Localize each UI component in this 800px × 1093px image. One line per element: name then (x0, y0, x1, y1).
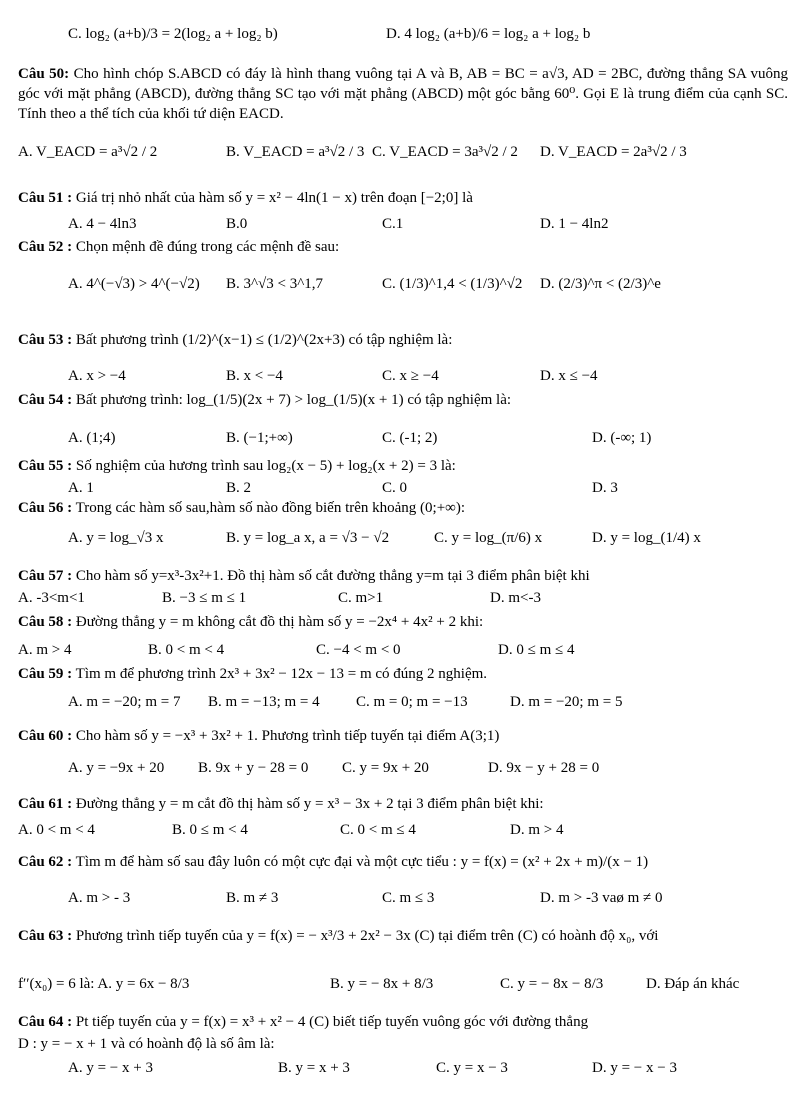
options-row (0, 756, 800, 782)
option-a: A. 0 < m < 4 (18, 822, 95, 838)
option-b: B. 9x + y − 28 = 0 (198, 760, 309, 776)
option-d: D. 4 log₂ (a+b)/6 = log₂ a + log₂ b (386, 26, 591, 42)
option-c: C. m = 0; m = −13 (356, 694, 468, 710)
options-row (0, 22, 800, 48)
option-c: C. y = 9x + 20 (342, 760, 429, 776)
option-d: D. 0 ≤ m ≤ 4 (498, 642, 575, 658)
option-b: B. 3^√3 < 3^1,7 (226, 276, 324, 292)
option-a: A. 1 (68, 480, 94, 496)
options-row (0, 526, 800, 552)
question-label: Câu 62 : (18, 854, 73, 870)
option-d: D. m > 4 (510, 822, 564, 838)
question-label: Câu 51 : (18, 190, 73, 206)
option-a: A. x > −4 (68, 368, 126, 384)
option-d: D. 3 (592, 480, 618, 496)
options-row (0, 426, 800, 452)
option-c: C. m>1 (338, 590, 384, 606)
question-64-line2 (18, 1034, 788, 1054)
question-label: Câu 50: (18, 66, 70, 82)
option-b: B. V_EACD = a³√2 / 3 (226, 144, 365, 160)
option-c: C. (-1; 2) (382, 430, 438, 446)
question-text: Giá trị nhỏ nhất của hàm số y = x² − 4ln(1 − x) trên đoạn [−2;0] là (75, 190, 473, 206)
option-d: D. V_EACD = 2a³√2 / 3 (540, 144, 687, 160)
option-b: B. y = − 8x + 8/3 (330, 976, 434, 992)
question-label: Câu 64 : (18, 1014, 73, 1030)
question-50 (18, 64, 788, 124)
question-text: Tìm m để hàm số sau đây luôn có một cực đại và một cực tiểu : y = f(x) = (x² + 2x + m)/(x − 1) (75, 854, 649, 870)
options-row (0, 364, 800, 390)
option-a: A. 4^(−√3) > 4^(−√2) (68, 276, 200, 292)
question-label: Câu 54 : (18, 392, 73, 408)
option-d: D. Đáp án khác (646, 976, 740, 992)
question-label: Câu 53 : (18, 332, 73, 348)
option-c: C. 0 < m ≤ 4 (340, 822, 416, 838)
options-row (0, 212, 800, 238)
option-d: D. x ≤ −4 (540, 368, 598, 384)
options-row (0, 690, 800, 716)
option-c: C. (1/3)^1,4 < (1/3)^√2 (382, 276, 523, 292)
question-56 (18, 498, 788, 518)
question-54 (18, 390, 788, 410)
option-c: C. y = − 8x − 8/3 (500, 976, 604, 992)
question-text: Cho hình chóp S.ABCD có đáy là hình thang vuông tại A và B, AB = BC = a√3, AD = 2BC, đường thẳng SA vuông góc với mặt phẳng (ABCD), đường thẳng SC tạo với mặt phẳng (ABCD) một góc bằng 60⁰. Gọi E là trung điểm của cạnh SC. Tính theo a thể tích của khối tứ diện EACD. (18, 66, 789, 122)
question-59 (18, 664, 788, 684)
option-c: C. V_EACD = 3a³√2 / 2 (372, 144, 518, 160)
question-text: Bất phương trình (1/2)^(x−1) ≤ (1/2)^(2x+3) có tập nghiệm là: (75, 332, 453, 348)
question-label: Câu 59 : (18, 666, 73, 682)
question-text: Cho hàm số y=x³-3x²+1. Đồ thị hàm số cắt đường thẳng y=m tại 3 điểm phân biệt khi (75, 568, 590, 584)
option-a: A. 4 − 4ln3 (68, 216, 137, 232)
question-label: Câu 60 : (18, 728, 73, 744)
option-a: A. y = − x + 3 (68, 1060, 153, 1076)
option-b: B. (−1;+∞) (226, 430, 293, 446)
option-b: B. y = x + 3 (278, 1060, 350, 1076)
question-61 (18, 794, 788, 814)
option-b: B. y = log_a x, a = √3 − √2 (226, 530, 390, 546)
option-c: C. log₂ (a+b)/3 = 2(log₂ a + log₂ b) (68, 26, 278, 42)
option-a: A. V_EACD = a³√2 / 2 (18, 144, 158, 160)
option-b: B. m = −13; m = 4 (208, 694, 320, 710)
option-a: A. -3<m<1 (18, 590, 85, 606)
question-text: D : y = − x + 1 và có hoành độ là số âm là: (18, 1036, 275, 1052)
options-row (0, 272, 800, 298)
question-text: Chọn mệnh đề đúng trong các mệnh đề sau: (75, 239, 340, 255)
options-row (0, 586, 800, 612)
option-c: C. y = log_(π/6) x (434, 530, 543, 546)
option-d: D. 1 − 4ln2 (540, 216, 609, 232)
option-c: C.1 (382, 216, 404, 232)
options-row (0, 886, 800, 912)
option-d: D. (2/3)^π < (2/3)^e (540, 276, 661, 292)
question-text: Cho hàm số y = −x³ + 3x² + 1. Phương trình tiếp tuyến tại điểm A(3;1) (75, 728, 500, 744)
question-53 (18, 330, 788, 350)
question-55 (18, 456, 788, 476)
option-a: A. m = −20; m = 7 (68, 694, 181, 710)
question-60 (18, 726, 788, 746)
option-a: A. m > 4 (18, 642, 72, 658)
question-57 (18, 566, 788, 586)
options-row (0, 140, 800, 166)
question-text: Trong các hàm số sau,hàm số nào đồng biến trên khoảng (0;+∞): (75, 500, 466, 516)
question-label: Câu 57 : (18, 568, 73, 584)
question-label: Câu 52 : (18, 239, 73, 255)
option-a: A. y = −9x + 20 (68, 760, 165, 776)
option-b: B. m ≠ 3 (226, 890, 279, 906)
question-text: Đường thẳng y = m cắt đồ thị hàm số y = x³ − 3x + 2 tại 3 điểm phân biệt khi: (75, 796, 544, 812)
option-d: D. y = − x − 3 (592, 1060, 677, 1076)
option-a: A. y = log_√3 x (68, 530, 164, 546)
options-row (0, 638, 800, 664)
question-64 (18, 1012, 788, 1032)
question-text: Bất phương trình: log_(1/5)(2x + 7) > log_(1/5)(x + 1) có tập nghiệm là: (75, 392, 512, 408)
question-62 (18, 852, 788, 872)
question-label: Câu 58 : (18, 614, 73, 630)
option-b: B. x < −4 (226, 368, 283, 384)
question-text: Phương trình tiếp tuyến của y = f(x) = − x³/3 + 2x² − 3x (C) tại điểm trên (C) có hoành độ x₀, với (75, 928, 659, 944)
question-51 (18, 188, 788, 208)
options-row (0, 972, 800, 998)
option-d: D. m<-3 (490, 590, 541, 606)
option-b: B. 0 < m < 4 (148, 642, 225, 658)
option-d: D. y = log_(1/4) x (592, 530, 701, 546)
question-label: Câu 55 : (18, 458, 73, 474)
option-b: B. 0 ≤ m < 4 (172, 822, 248, 838)
option-a: A. m > - 3 (68, 890, 131, 906)
question-58 (18, 612, 788, 632)
options-row (0, 1056, 800, 1082)
question-label: Câu 63 : (18, 928, 73, 944)
question-63 (18, 926, 788, 946)
question-52 (18, 237, 788, 257)
option-c: C. y = x − 3 (436, 1060, 508, 1076)
option-b: B.0 (226, 216, 248, 232)
question-text: Tìm m để phương trình 2x³ + 3x² − 12x − 13 = m có đúng 2 nghiệm. (75, 666, 488, 682)
options-row (0, 818, 800, 844)
option-a: f′′(x₀) = 6 là: A. y = 6x − 8/3 (18, 976, 190, 992)
question-text: Đường thẳng y = m không cắt đồ thị hàm số y = −2x⁴ + 4x² + 2 khi: (75, 614, 484, 630)
option-d: D. 9x − y + 28 = 0 (488, 760, 600, 776)
option-a: A. (1;4) (68, 430, 116, 446)
option-c: C. m ≤ 3 (382, 890, 435, 906)
option-b: B. −3 ≤ m ≤ 1 (162, 590, 247, 606)
option-d: D. m = −20; m = 5 (510, 694, 623, 710)
option-c: C. −4 < m < 0 (316, 642, 401, 658)
option-d: D. m > -3 vaø m ≠ 0 (540, 890, 663, 906)
option-d: D. (-∞; 1) (592, 430, 652, 446)
question-label: Câu 61 : (18, 796, 73, 812)
option-c: C. 0 (382, 480, 408, 496)
question-text: Số nghiệm của hương trình sau log₂(x − 5) + log₂(x + 2) = 3 là: (75, 458, 456, 474)
option-b: B. 2 (226, 480, 252, 496)
option-c: C. x ≥ −4 (382, 368, 439, 384)
question-text: Pt tiếp tuyến của y = f(x) = x³ + x² − 4 (C) biết tiếp tuyến vuông góc với đường thẳng (75, 1014, 589, 1030)
question-label: Câu 56 : (18, 500, 73, 516)
